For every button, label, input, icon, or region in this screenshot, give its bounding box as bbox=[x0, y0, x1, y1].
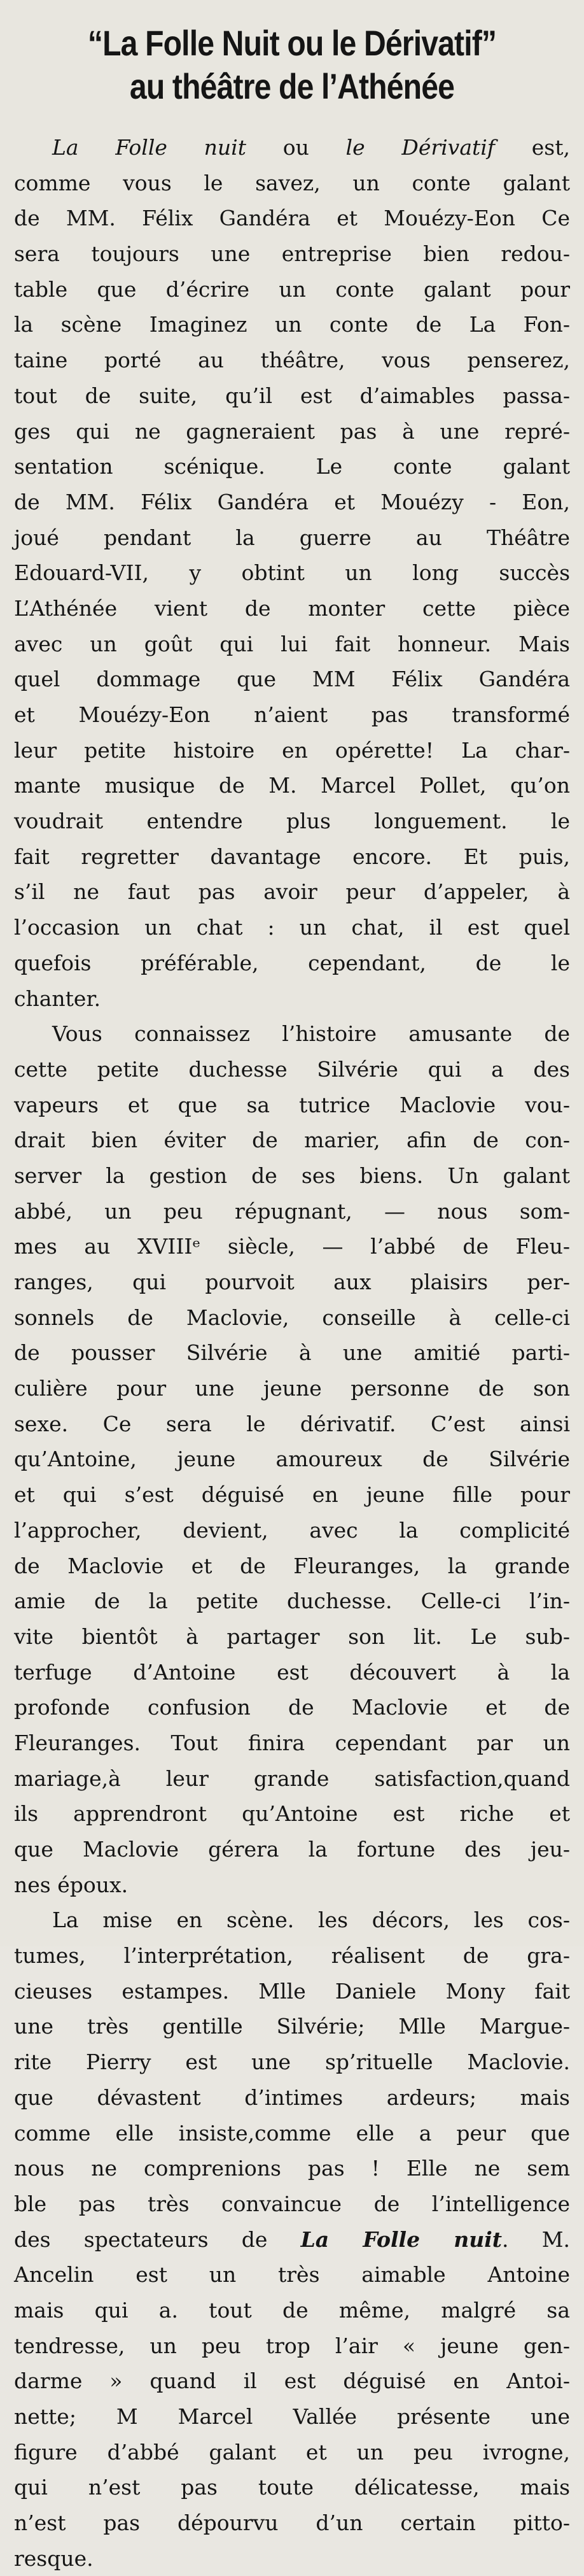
article-line: La Folle nuit ou le Dérivatif est, bbox=[52, 135, 570, 160]
article-line: server la gestion de ses biens. Un galant bbox=[14, 1163, 570, 1188]
paragraph-1 bbox=[14, 130, 570, 1016]
article-line: sera toujours une entreprise bien redou- bbox=[14, 241, 570, 267]
article-headline bbox=[15, 22, 569, 108]
article-line: de pousser Silvérie à une amitié parti- bbox=[14, 1340, 570, 1366]
paragraph-2 bbox=[14, 1016, 570, 1902]
article-line: Vous connaissez l’histoire amusante de bbox=[52, 1021, 570, 1047]
article-line: abbé, un peu répugnant, — nous som- bbox=[14, 1198, 570, 1224]
article-line: figure d’abbé galant et un peu ivrogne, bbox=[14, 2439, 570, 2465]
article-line: tumes, l’interprétation, réalisent de gra- bbox=[14, 1943, 570, 1969]
article-line: culière pour une jeune personne de son bbox=[14, 1376, 570, 1401]
article-line: voudrait entendre plus longuement. le bbox=[14, 809, 570, 834]
article-line: ble pas très convaincue de l’intelligence bbox=[14, 2191, 570, 2216]
article-line: s’il ne faut pas avoir peur d’appeler, à bbox=[14, 879, 570, 905]
article-line: fait regretter davantage encore. Et puis, bbox=[14, 844, 570, 869]
article-line: l’occasion un chat : un chat, il est quel bbox=[14, 915, 570, 940]
article-line: des spectateurs de La Folle nuit. M. bbox=[14, 2226, 570, 2252]
article-line: avec un goût qui lui fait honneur. Mais bbox=[14, 631, 570, 656]
article-line: quefois préférable, cependant, de le bbox=[14, 950, 570, 975]
paragraph-3 bbox=[14, 1902, 570, 2576]
article-line: que dévastent d’intimes ardeurs; mais bbox=[14, 2084, 570, 2110]
article-line: tout de suite, qu’il est d’aimables passa- bbox=[14, 383, 570, 408]
article-line: ranges, qui pourvoit aux plaisirs per- bbox=[14, 1270, 570, 1294]
article-line: sentation scénique. Le conte galant bbox=[14, 454, 570, 479]
article-line: nette; M Marcel Vallée présente une bbox=[14, 2404, 570, 2429]
article-line: comme vous le savez, un conte galant bbox=[14, 170, 570, 195]
article-line: terfuge d’Antoine est découvert à la bbox=[14, 1659, 570, 1685]
article-line: mante musique de M. Marcel Pollet, qu’on bbox=[14, 773, 570, 798]
article-line: comme elle insiste,comme elle a peur que bbox=[14, 2120, 570, 2146]
article-line: nous ne comprenions pas ! Elle ne sem bbox=[14, 2156, 570, 2181]
article-line: mais qui a. tout de même, malgré sa bbox=[14, 2297, 570, 2323]
article-body bbox=[14, 130, 570, 2576]
article-line: n’est pas dépourvu d’un certain pitto- bbox=[14, 2510, 570, 2536]
article-line: Fleuranges. Tout finira cependant par un bbox=[14, 1730, 570, 1755]
article-line: l’approcher, devient, avec la complicité bbox=[14, 1517, 570, 1543]
play-title-italic: La Folle nuit bbox=[52, 135, 246, 160]
article-line: de MM. Félix Gandéra et Mouézy-Eon Ce bbox=[14, 206, 570, 231]
article-line: profonde confusion de Maclovie et de bbox=[14, 1695, 570, 1720]
article-line: quel dommage que MM Félix Gandéra bbox=[14, 667, 570, 692]
article-line: la scène Imaginez un conte de La Fon- bbox=[14, 312, 570, 337]
play-subtitle-italic: le Dérivatif bbox=[345, 135, 496, 160]
headline-line-2: au théâtre de l’Athénée bbox=[129, 66, 455, 106]
article-line: Edouard-VII, y obtint un long succès bbox=[14, 560, 570, 586]
article-line: leur petite histoire en opérette! La char- bbox=[14, 737, 570, 763]
article-line: que Maclovie gérera la fortune des jeu- bbox=[14, 1837, 570, 1862]
article-line: mes au XVIIIᵉ siècle, — l’abbé de Fleu- bbox=[14, 1234, 570, 1259]
article-line: nes époux. bbox=[14, 1872, 129, 1897]
article-line: tendresse, un peu trop l’air « jeune gen- bbox=[14, 2333, 570, 2358]
article-line: amie de la petite duchesse. Celle-ci l’in- bbox=[14, 1589, 570, 1614]
article-line: rite Pierry est une sp’rituelle Maclovie. bbox=[14, 2049, 570, 2075]
article-line: table que d’écrire un conte galant pour bbox=[14, 276, 570, 302]
article-line: qu’Antoine, jeune amoureux de Silvérie bbox=[14, 1447, 570, 1472]
article-line: cette petite duchesse Silvérie qui a des bbox=[14, 1056, 570, 1082]
article-line: La mise en scène. les décors, les cos- bbox=[52, 1907, 570, 1933]
article-line: darme » quand il est déguisé en Antoi- bbox=[14, 2368, 570, 2394]
article-line: et qui s’est déguisé en jeune fille pour bbox=[14, 1482, 570, 1508]
article-line: qui n’est pas toute délicatesse, mais bbox=[14, 2475, 570, 2500]
article-line: chanter. bbox=[14, 986, 101, 1011]
article-line: L’Athénée vient de monter cette pièce bbox=[14, 595, 570, 621]
article-line: ils apprendront qu’Antoine est riche et bbox=[14, 1801, 570, 1827]
article-line: resque. bbox=[14, 2545, 94, 2571]
article-line: de MM. Félix Gandéra et Mouézy - Eon, bbox=[14, 489, 570, 514]
headline-line-1: “La Folle Nuit ou le Dérivatif” bbox=[87, 23, 497, 63]
article-line: drait bien éviter de marier, afin de con- bbox=[14, 1128, 570, 1153]
article-line: vite bientôt à partager son lit. Le sub- bbox=[14, 1624, 570, 1649]
article-line: joué pendant la guerre au Théâtre bbox=[14, 525, 570, 550]
article-line: une très gentille Silvérie; Mlle Margue- bbox=[14, 2014, 570, 2039]
play-title-bold-italic: La Folle nuit bbox=[300, 2226, 503, 2252]
article-line: taine porté au théâtre, vous penserez, bbox=[14, 348, 570, 373]
article-line: vapeurs et que sa tutrice Maclovie vou- bbox=[14, 1092, 570, 1117]
article-line: sonnels de Maclovie, conseille à celle-ci bbox=[14, 1305, 570, 1330]
article-line: et Mouézy-Eon n’aient pas transformé bbox=[14, 702, 570, 727]
article-line: de Maclovie et de Fleuranges, la grande bbox=[14, 1553, 570, 1578]
article-line: mariage,à leur grande satisfaction,quand bbox=[14, 1766, 570, 1791]
article-line: Ancelin est un très aimable Antoine bbox=[14, 2262, 570, 2288]
article-line: cieuses estampes. Mlle Daniele Mony fait bbox=[14, 1978, 570, 2004]
article-line: sexe. Ce sera le dérivatif. C’est ainsi bbox=[14, 1411, 570, 1436]
article-line: ges qui ne gagneraient pas à une repré- bbox=[14, 418, 570, 444]
